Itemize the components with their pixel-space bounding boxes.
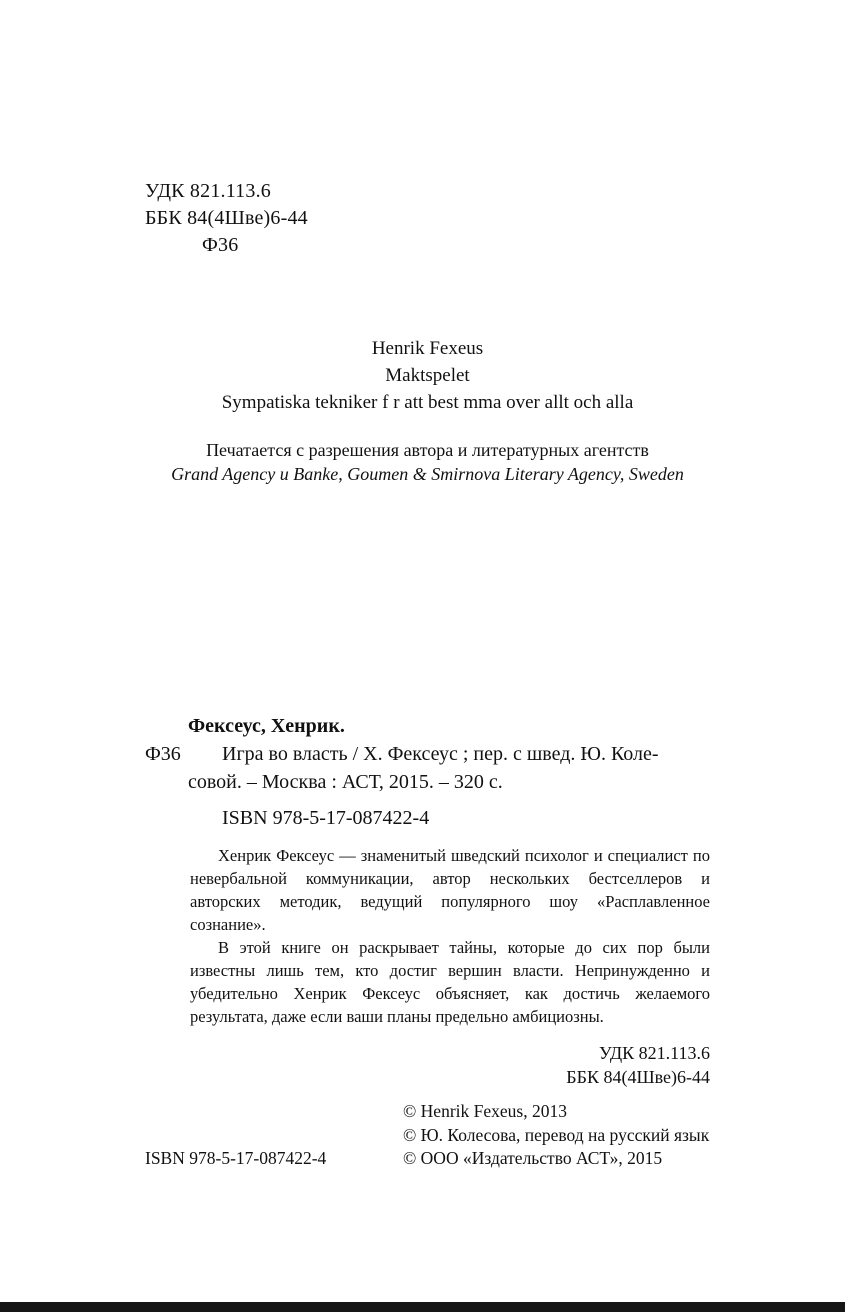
isbn-catalog: ISBN 978-5-17-087422-4 xyxy=(222,807,430,829)
agency-line: Grand Agency и Banke, Goumen & Smirnova Literary Agency, Sweden xyxy=(171,464,684,484)
copyright-translator: © Ю. Колесова, перевод на русский язык xyxy=(403,1124,710,1145)
page-bottom-bar xyxy=(0,1302,845,1312)
catalog-author-heading: Фексеус, Хенрик. xyxy=(188,715,345,737)
original-subtitle: Sympatiska tekniker f r att best mma over allt och alla xyxy=(221,392,634,413)
udk-code: УДК 821.113.6 xyxy=(145,180,271,202)
bbk-code: ББК 84(4Шве)6-44 xyxy=(145,207,308,229)
original-author: Henrik Fexeus xyxy=(371,338,484,359)
codes-right-block xyxy=(145,1041,710,1089)
copyright-block xyxy=(145,1100,710,1171)
original-title: Maktspelet xyxy=(385,365,470,386)
catalog-card xyxy=(145,712,710,796)
annotation-paragraph-1: Хенрик Фексеус — знаменитый шведский психолог и специалист по невербальной коммуникации, автор нескольких бестселлеров и авторских методик, ведущий популярного шоу «Расплавленное сознание». xyxy=(190,846,710,934)
permission-line: Печатается с разрешения автора и литературных агентств xyxy=(206,440,649,460)
catalog-code: Ф36 xyxy=(145,743,181,765)
copyright-publisher: © ООО «Издательство АСТ», 2015 xyxy=(403,1148,663,1168)
catalog-entry-line-2: совой. – Москва : АСТ, 2015. – 320 с. xyxy=(188,771,503,793)
author-sign-code: Ф36 xyxy=(202,234,239,256)
annotation-block xyxy=(190,844,710,1028)
copyright-lines xyxy=(403,1100,710,1171)
udk-code-right: УДК 821.113.6 xyxy=(598,1043,710,1063)
catalog-entry-line-1: Игра во власть / Х. Фексеус ; пер. с швед. Ю. Коле- xyxy=(222,743,659,765)
page-content xyxy=(145,178,710,1171)
copyright-author: © Henrik Fexeus, 2013 xyxy=(403,1101,567,1121)
annotation-paragraph-2: В этой книге он раскрывает тайны, которые до сих пор были известны лишь тем, кто достиг вершин власти. Непринужденно и убедительно Хенрик Фексеус объясняет, как достичь желаемого результата, даже если ваши планы предельно амбициозны. xyxy=(190,938,710,1026)
isbn-bottom: ISBN 978-5-17-087422-4 xyxy=(145,1148,327,1168)
original-title-block xyxy=(145,335,710,416)
permission-block xyxy=(145,438,710,486)
catalog-entry xyxy=(145,740,710,796)
udc-bbk-block xyxy=(145,178,710,259)
bbk-code-right: ББК 84(4Шве)6-44 xyxy=(566,1067,710,1087)
